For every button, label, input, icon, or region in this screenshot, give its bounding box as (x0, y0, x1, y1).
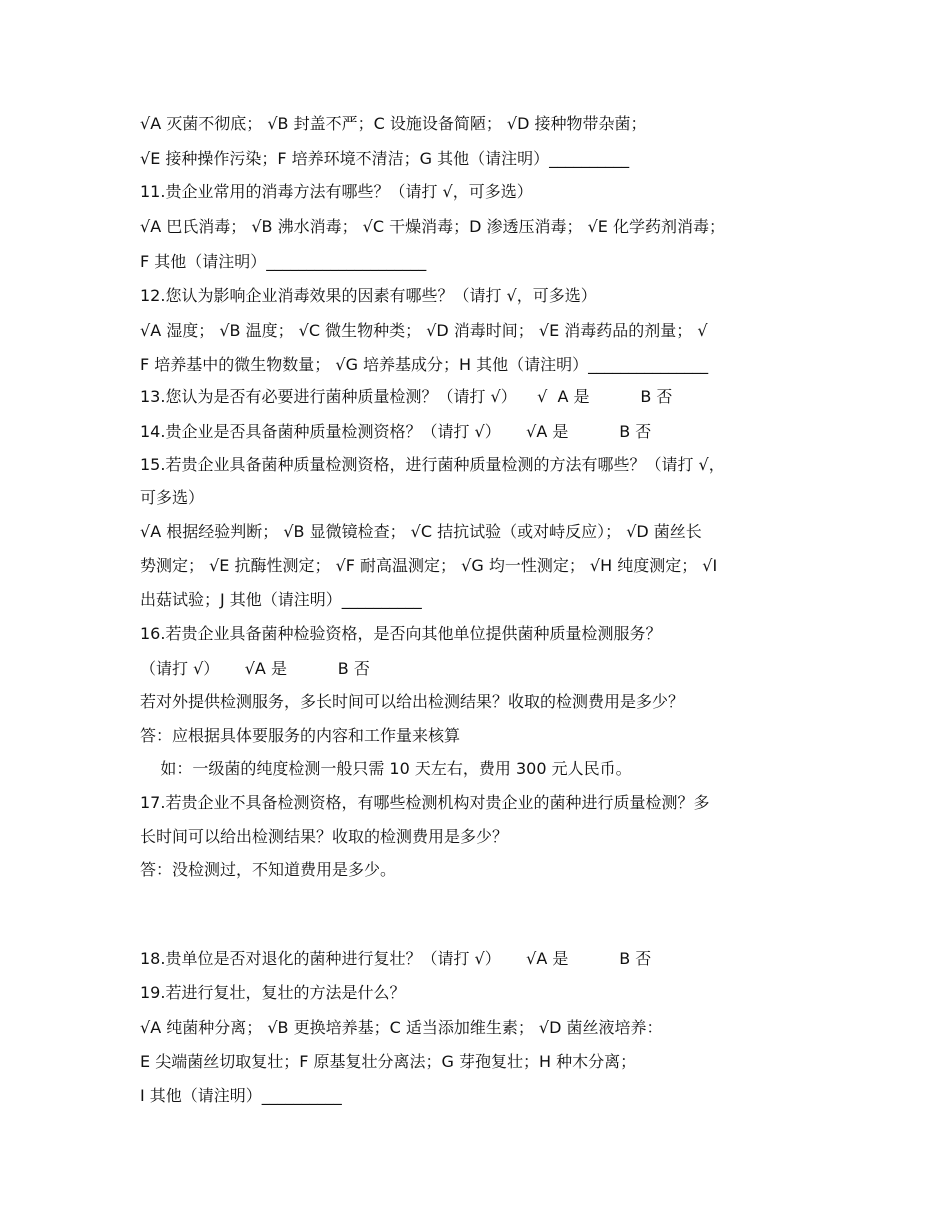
text-line: E 尖端菌丝切取复壮；F 原基复壮分离法；G 芽孢复壮；H 种木分离； (140, 1052, 637, 1071)
text-line: （请打 √） √A 是 B 否 (140, 659, 370, 678)
text-line: √E 接种操作污染；F 培养环境不清洁；G 其他（请注明）__________ (140, 149, 630, 168)
answer-line: 答：应根据具体要服务的内容和工作量来核算 (140, 726, 461, 745)
text-line: 出菇试验；J 其他（请注明）__________ (140, 590, 422, 609)
text-line: F 培养基中的微生物数量； √G 培养基成分；H 其他（请注明）_______________ (140, 355, 709, 374)
question-16: 16.若贵企业具备菌种检验资格，是否向其他单位提供菌种质量检测服务？ (140, 624, 662, 643)
text-line: √A 纯菌种分离； √B 更换培养基；C 适当添加维生素； √D 菌丝液培养： (140, 1018, 663, 1037)
text-line: √A 根据经验判断； √B 显微镜检查； √C 拮抗试验（或对峙反应）； √D 菌丝长 (140, 522, 702, 541)
text-line: F 其他（请注明）____________________ (140, 252, 427, 271)
text-line: 可多选） (140, 488, 205, 507)
text-line: √A 巴氏消毒； √B 沸水消毒； √C 干燥消毒；D 渗透压消毒； √E 化学药剂消毒； (140, 217, 725, 236)
text-line: √A 湿度； √B 温度； √C 微生物种类； √D 消毒时间； √E 消毒药品的剂量； √ (140, 321, 708, 340)
text-line: I 其他（请注明）__________ (140, 1086, 342, 1105)
question-13: 13.您认为是否有必要进行菌种质量检测？（请打 √） √ A 是 B 否 (140, 387, 673, 406)
question-18: 18.贵单位是否对退化的菌种进行复壮？（请打 √） √A 是 B 否 (140, 949, 652, 968)
text-line: 若对外提供检测服务，多长时间可以给出检测结果？收取的检测费用是多少？ (140, 692, 685, 711)
text-line: 长时间可以给出检测结果？收取的检测费用是多少？ (140, 827, 509, 846)
text-line: 势测定； √E 抗酶性测定； √F 耐高温测定； √G 均一性测定； √H 纯度测定； √I (140, 556, 718, 575)
answer-line: 答：没检测过，不知道费用是多少。 (140, 860, 397, 879)
question-12: 12.您认为影响企业消毒效果的因素有哪些？（请打 √，可多选） (140, 286, 597, 305)
answer-line: 如：一级菌的纯度检测一般只需 10 天左右，费用 300 元人民币。 (140, 759, 632, 778)
question-15: 15.若贵企业具备菌种质量检测资格，进行菌种质量检测的方法有哪些？（请打 √， (140, 455, 725, 474)
text-line: √A 灭菌不彻底； √B 封盖不严；C 设施设备简陋； √D 接种物带杂菌； (140, 114, 647, 133)
question-19: 19.若进行复壮，复壮的方法是什么？ (140, 983, 406, 1002)
question-14: 14.贵企业是否具备菌种质量检测资格？（请打 √） √A 是 B 否 (140, 422, 652, 441)
question-17: 17.若贵企业不具备检测资格，有哪些检测机构对贵企业的菌种进行质量检测？多 (140, 793, 710, 812)
question-11: 11.贵企业常用的消毒方法有哪些？（请打 √，可多选） (140, 182, 533, 201)
